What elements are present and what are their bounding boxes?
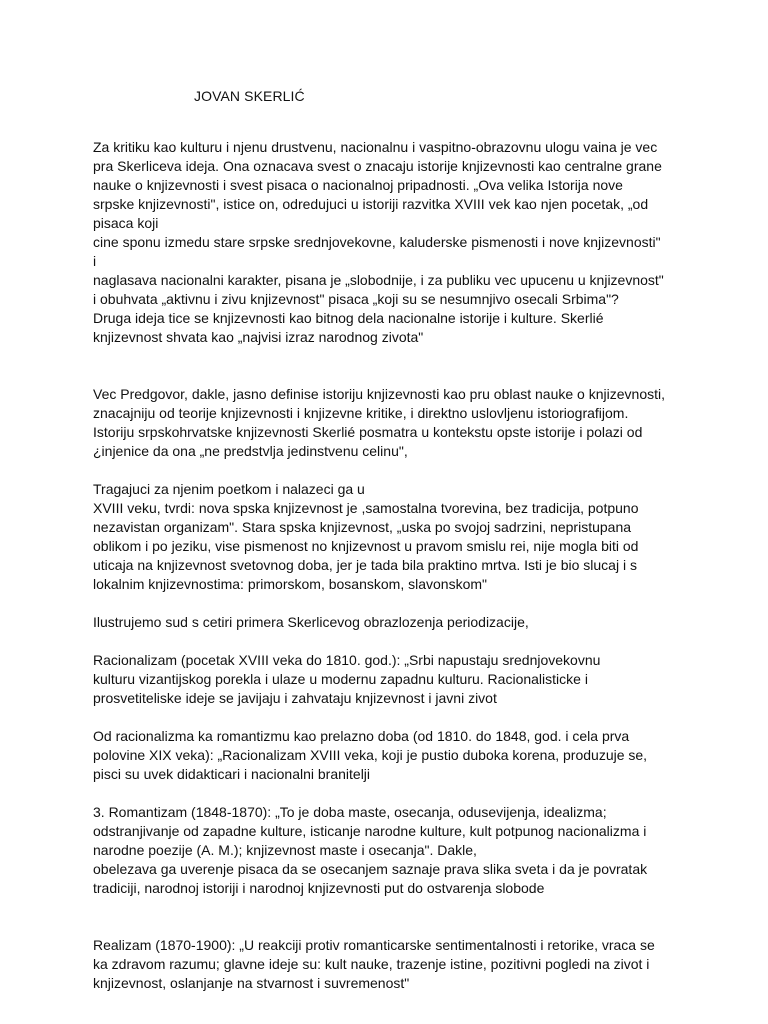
text-line: Tragajuci za njenim poetkom i nalazeci ga u	[93, 481, 365, 497]
text-line: oblikom i po jeziku, vise pismenost no knjizevnost u pravom smislu rei, nije mogla biti od	[93, 538, 639, 554]
text-line: Istoriju srpskohrvatske knjizevnosti Skerlié posmatra u kontekstu opste istorije i polazi od	[93, 424, 643, 440]
text-line: obelezava ga uverenje pisaca da se osecanjem saznaje prava slika sveta i da je povratak	[93, 861, 648, 877]
text-line: i	[93, 253, 97, 269]
paragraph-spacer	[93, 461, 733, 480]
text-line: pra Skerliceva ideja. Ona oznacava svest o znacaju istorije knjizevnosti kao centralne grane	[93, 158, 662, 174]
text-line: srpske knjizevnosti", istice on, odredujuci u istoriji razvitka XVIII vek kao njen pocetak, „od	[93, 196, 649, 212]
text-line: Od racionalizma ka romantizmu kao prelazno doba (od 1810. do 1848, god. i cela prva	[93, 728, 630, 744]
text-line: uticaja na knjizevnost svetovnog doba, jer je tada bila praktino mrtva. Isti je bio slucaj i s	[93, 557, 637, 573]
text-line: i obuhvata „aktivnu i zivu knjizevnost" pisaca „koji su se nesumnjivo osecali Srbima"?	[93, 291, 619, 307]
paragraph-spacer	[93, 898, 733, 936]
paragraph-7	[93, 803, 733, 898]
text-line: odstranjivanje od zapadne kulture, isticanje narodne kulture, kult potpunog nacionalizma i	[93, 823, 647, 839]
paragraph-spacer	[93, 784, 733, 803]
text-line: Druga ideja tice se knjizevnosti kao bitnog dela nacionalne istorije i kulture. Skerlié	[93, 310, 604, 326]
text-line: XVIII veku, tvrdi: nova spska knjizevnost je ,samostalna tvorevina, bez tradicija, potpuno	[93, 500, 639, 516]
text-line: Za kritiku kao kulturu i njenu drustvenu, nacionalnu i vaspitno-obrazovnu ulogu vaina je vec	[93, 139, 658, 155]
paragraph-spacer	[93, 708, 733, 727]
paragraph-6	[93, 727, 733, 784]
text-line: znacajniju od teorije knjizevnosti i knjizevne kritike, i direktno uslovljenu istoriografijom.	[93, 405, 629, 421]
text-line: Racionalizam (pocetak XVIII veka do 1810. god.): „Srbi napustaju srednjovekovnu	[93, 652, 601, 668]
text-line: knjizevnost, oslanjanje na stvarnost i suvremenost"	[93, 975, 410, 991]
paragraph-spacer	[93, 347, 733, 385]
paragraph-8	[93, 936, 733, 993]
document-title: JOVAN SKERLIĆ	[194, 88, 305, 104]
paragraph-4	[93, 613, 733, 632]
paragraph-spacer	[93, 594, 733, 613]
text-line: pisaca koji	[93, 215, 159, 231]
text-line: cine sponu izmedu stare srpske srednjovekovne, kaluderske pismenosti i nove knjizevnosti"	[93, 234, 661, 250]
paragraph-5	[93, 651, 733, 708]
paragraph-3	[93, 480, 733, 594]
text-line: ka zdravom razumu; glavne ideje su: kult nauke, trazenje istine, pozitivni pogledi na zivot i	[93, 956, 650, 972]
text-line: Ilustrujemo sud s cetiri primera Skerlicevog obrazlozenja periodizacije,	[93, 614, 529, 630]
text-line: polovine XIX veka): „Racionalizam XVIII veka, koji je pustio duboka korena, produzuje se,	[93, 747, 648, 763]
text-line: kulturu vizantijskog porekla i ulaze u modernu zapadnu kulturu. Racionalisticke i	[93, 671, 588, 687]
text-line: Vec Predgovor, dakle, jasno definise istoriju knjizevnosti kao pru oblast nauke o knjizevnosti,	[93, 386, 665, 402]
text-line: pisci su uvek didakticari i nacionalni branitelji	[93, 766, 371, 782]
text-line: nezavistan organizam". Stara spska knjizevnost, „uska po svojoj sadrzini, nepristupana	[93, 519, 632, 535]
text-line: knjizevnost shvata kao „najvisi izraz narodnog zivota"	[93, 329, 424, 345]
document-body	[93, 138, 733, 993]
text-line: nauke o knjizevnosti i svest pisaca o nacionalnoj pripadnosti. „Ova velika Istorija nove	[93, 177, 623, 193]
paragraph-1	[93, 138, 733, 347]
text-line: narodne poezije (A. M.); knjizevnost maste i osecanja". Dakle,	[93, 842, 477, 858]
text-line: prosvetiteliske ideje se javijaju i zahvataju knjizevnost i javni zivot	[93, 690, 497, 706]
paragraph-2	[93, 385, 733, 461]
paragraph-spacer	[93, 632, 733, 651]
text-line: tradiciji, narodnoj istoriji i narodnoj knjizevnosti put do ostvarenja slobode	[93, 880, 545, 896]
text-line: 3. Romantizam (1848-1870): „To je doba maste, osecanja, odusevijenja, idealizma;	[93, 804, 607, 820]
text-line: ¿injenice da ona „ne predstvlja jedinstvenu celinu",	[93, 443, 408, 459]
text-line: naglasava nacionalni karakter, pisana je „slobodnije, i za publiku vec upucenu u knjizevnost"	[93, 272, 664, 288]
text-line: lokalnim knjizevnostima: primorskom, bosanskom, slavonskom"	[93, 576, 487, 592]
text-line: Realizam (1870-1900): „U reakciji protiv romanticarske sentimentalnosti i retorike, vraca se	[93, 937, 655, 953]
